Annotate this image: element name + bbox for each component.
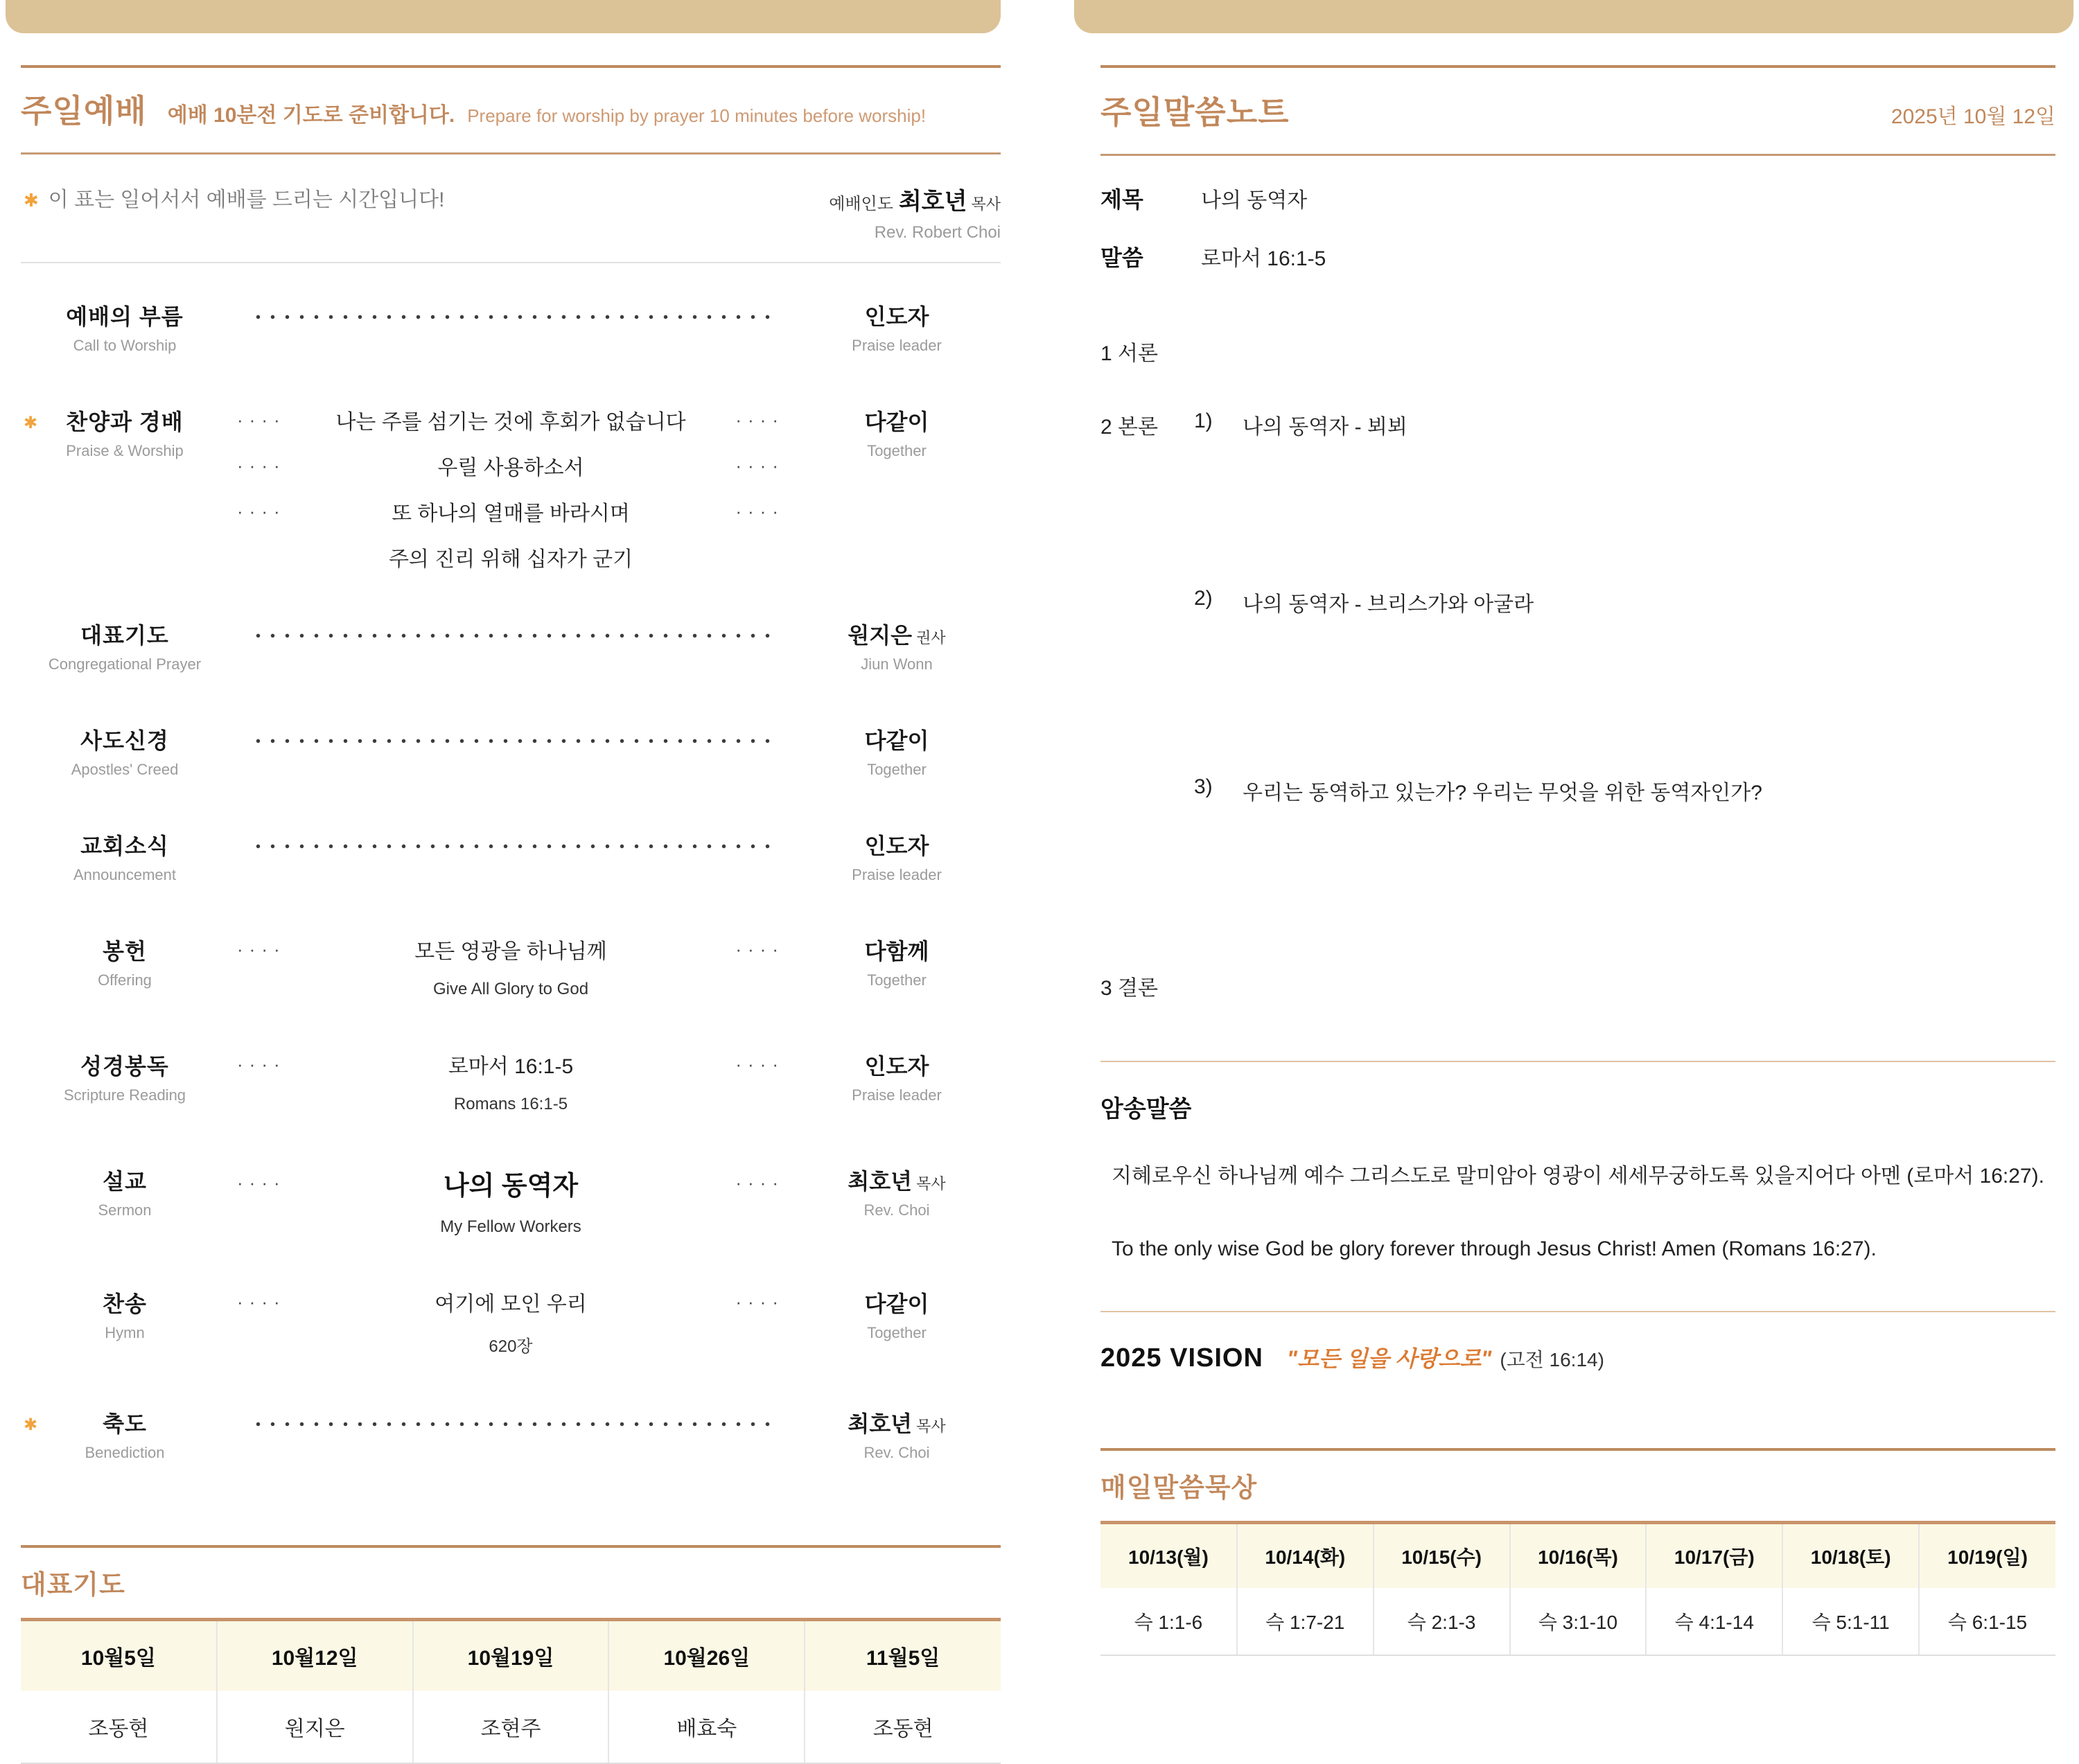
worship-row [21, 618, 1001, 673]
prayer-name-cell: 조현주 [413, 1691, 609, 1763]
worship-item-title: 성경봉독 [80, 1054, 169, 1079]
prayer-table-heading: 대표기도 [21, 1571, 125, 1600]
worship-item-content-sub: Romans 16:1-5 [453, 1095, 568, 1113]
worship-person-name: 다함께 [864, 939, 929, 964]
worship-person-line [793, 934, 1001, 966]
outline-body [1100, 409, 2055, 806]
prayer-date-header: 10월26일 [608, 1620, 805, 1691]
worship-item-content-sub: My Fellow Workers [440, 1217, 581, 1236]
center-line [237, 1049, 784, 1079]
worship-person-en: Rev. Choi [863, 1444, 930, 1461]
leader-dots [251, 633, 771, 638]
prayer-date-header: 11월5일 [805, 1620, 1001, 1691]
worship-person-suffix: 목사 [916, 1175, 946, 1192]
worship-row [21, 405, 1001, 588]
worship-person-name: 원지은 [848, 623, 913, 648]
worship-item-title-cell [21, 618, 229, 673]
leader-dots [251, 1422, 771, 1427]
worship-item-middle [237, 299, 784, 355]
worship-item-content-sub: 620장 [489, 1337, 533, 1356]
worship-person-name: 최호년 [848, 1169, 913, 1194]
outline-point-number: 3) [1194, 775, 1213, 798]
worship-item-middle [237, 1287, 784, 1357]
dot-group-decoration: ···· [237, 409, 286, 430]
worship-row [21, 299, 1001, 355]
worship-item-title-cell [21, 1287, 229, 1357]
devotion-day-header: 10/13(월) [1100, 1523, 1237, 1589]
worship-item-middle [237, 1164, 784, 1237]
dot-group-decoration: ···· [735, 500, 784, 522]
worship-item-subtitle: Apostles' Creed [71, 761, 179, 778]
prayer-table-data-row [21, 1691, 1001, 1763]
worship-person-en: Together [867, 761, 927, 778]
worship-item-middle [237, 405, 784, 588]
divider [21, 1545, 1001, 1548]
worship-item-content: 나의 동역자 [443, 1172, 579, 1201]
worship-person-cell [793, 723, 1001, 779]
worship-person-name: 최호년 [848, 1411, 913, 1436]
worship-item-subtitle: Call to Worship [73, 337, 177, 354]
song-line [237, 450, 784, 481]
devotion-reading-cell: 슥 3:1-10 [1510, 1588, 1647, 1655]
star-icon: ✱ [24, 414, 38, 432]
dot-group-decoration: ···· [237, 455, 286, 476]
dot-group-decoration: ···· [735, 1291, 784, 1312]
outline-points [1194, 409, 2055, 806]
devotion-table-data-row [1100, 1588, 2055, 1655]
worship-row [21, 934, 1001, 999]
divider [1100, 1061, 2055, 1062]
worship-item-subtitle: Congregational Prayer [48, 655, 202, 673]
center-line [237, 1164, 784, 1202]
sermon-scripture-row [1100, 240, 2055, 272]
worship-item-title-cell [21, 934, 229, 999]
worship-item-middle [237, 1406, 784, 1462]
devotion-day-header: 10/15(수) [1374, 1523, 1510, 1589]
worship-item-subtitle: Scripture Reading [63, 1086, 186, 1104]
devotion-table [1100, 1521, 2055, 1656]
worship-item-content-sub: Give All Glory to God [432, 980, 589, 998]
worship-person-en: Together [867, 442, 927, 459]
worship-person-line [793, 299, 1001, 331]
worship-item-middle [237, 934, 784, 999]
worship-person-line [793, 405, 1001, 436]
outline-point [1194, 587, 2055, 617]
outline-point-number: 2) [1194, 587, 1213, 610]
worship-person-cell [793, 1164, 1001, 1237]
worship-item-middle [237, 723, 784, 779]
worship-person-line [793, 1287, 1001, 1318]
worship-leader-block [829, 182, 1001, 242]
worship-person-cell [793, 299, 1001, 355]
worship-item-title-cell [21, 1049, 229, 1114]
worship-person-line [793, 829, 1001, 861]
worship-item-title: 교회소식 [80, 834, 169, 858]
outline-point [1194, 775, 2055, 806]
prayer-name-cell: 조동현 [805, 1691, 1001, 1763]
worship-person-suffix: 목사 [916, 1418, 946, 1435]
worship-leader-name: 최호년 [898, 188, 967, 215]
worship-person-en: Together [867, 1324, 927, 1341]
prayer-date-header: 10월12일 [217, 1620, 413, 1691]
outline-conclusion: 3 결론 [1100, 977, 1158, 1000]
song-line [237, 405, 784, 435]
standing-note-row [21, 182, 1001, 242]
worship-item-title-cell [21, 1164, 229, 1237]
star-icon: ✱ [24, 1415, 38, 1434]
divider [1100, 154, 2055, 156]
worship-item-subtitle: Offering [98, 971, 152, 989]
worship-person-cell [793, 405, 1001, 588]
dot-group-decoration: ···· [237, 938, 286, 960]
center-line [237, 934, 784, 964]
worship-item-title: 찬송 [103, 1291, 147, 1316]
worship-person-en: Jiun Wonn [861, 655, 933, 673]
worship-person-en: Praise leader [852, 1086, 942, 1104]
worship-person-suffix: 권사 [916, 629, 946, 646]
devotion-day-header: 10/14(화) [1237, 1523, 1374, 1589]
devotion-reading-cell: 슥 2:1-3 [1374, 1588, 1510, 1655]
song-title: 나는 주를 섬기는 것에 후회가 없습니다 [335, 411, 686, 434]
song-title: 우릴 사용하소서 [437, 457, 584, 479]
dot-group-decoration: ···· [237, 1053, 286, 1075]
worship-person-cell [793, 1049, 1001, 1114]
dot-group-decoration: ···· [735, 1172, 784, 1193]
memory-verse-ko: 지혜로우신 하나님께 예수 그리스도로 말미암아 영광이 세세무궁하도록 있을지어다 아멘 (로마서 16:27). [1112, 1165, 2044, 1188]
devotion-reading-cell: 슥 4:1-14 [1646, 1588, 1782, 1655]
center-line [237, 1287, 784, 1317]
worship-leader-line [829, 182, 1001, 216]
devotion-reading-cell: 슥 1:1-6 [1100, 1588, 1237, 1655]
devotion-day-header: 10/17(금) [1646, 1523, 1782, 1589]
worship-section-title: 주일예배 [21, 93, 147, 129]
outline-body-label: 2 본론 [1100, 416, 1158, 439]
outline-intro: 1 서론 [1100, 342, 1158, 365]
worship-row [21, 1287, 1001, 1357]
worship-item-title: 예배의 부름 [66, 304, 184, 329]
outline-point [1194, 409, 2055, 440]
sermon-title-row [1100, 182, 2055, 214]
prayer-table [21, 1618, 1001, 1764]
worship-item-title: 사도신경 [80, 728, 169, 753]
notes-section-title: 주일말씀노트 [1100, 94, 1290, 130]
song-title: 주의 진리 위해 십자가 군기 [388, 548, 633, 571]
devotion-day-header: 10/16(목) [1510, 1523, 1647, 1589]
devotion-table-heading: 매일말씀묵상 [1100, 1474, 1258, 1503]
worship-person-line [793, 1406, 1001, 1438]
prayer-date-header: 10월5일 [21, 1620, 217, 1691]
dot-group-decoration: ···· [237, 1172, 286, 1193]
worship-item-content: 여기에 모인 우리 [435, 1293, 587, 1316]
worship-item-subtitle: Benediction [85, 1444, 165, 1461]
worship-item-subtitle: Praise & Worship [66, 442, 184, 459]
worship-person-en: Rev. Choi [863, 1201, 930, 1219]
standing-note [21, 182, 444, 242]
outline-point-number: 1) [1194, 409, 1213, 432]
devotion-reading-cell: 슥 6:1-15 [1919, 1588, 2055, 1655]
divider [21, 152, 1001, 155]
worship-item-title-cell [21, 405, 229, 588]
standing-note-text: 이 표는 일어서서 예배를 드리는 시간입니다! [48, 188, 445, 211]
sermon-scripture-label: 말씀 [1100, 245, 1143, 270]
worship-row [21, 723, 1001, 779]
devotion-table-header-row [1100, 1523, 2055, 1589]
dot-group-decoration: ···· [237, 1291, 286, 1312]
worship-subtitle-en: Prepare for worship by prayer 10 minutes before worship! [467, 105, 927, 126]
worship-person-line [793, 1164, 1001, 1196]
worship-item-middle [237, 618, 784, 673]
notes-date: 2025년 10월 12일 [1891, 105, 2055, 128]
leader-dots [251, 315, 771, 319]
worship-leader-en: Rev. Robert Choi [874, 223, 1001, 242]
vision-row [1100, 1341, 2055, 1373]
worship-leader-label: 예배인도 [829, 195, 893, 213]
worship-item-subtitle: Sermon [98, 1201, 152, 1219]
worship-person-en: Praise leader [852, 337, 942, 354]
worship-item-title: 찬양과 경배 [66, 409, 184, 434]
worship-item-title-cell [21, 829, 229, 884]
prayer-table-header-row [21, 1620, 1001, 1691]
worship-person-name: 다같이 [864, 728, 929, 753]
worship-item-title: 대표기도 [80, 623, 169, 648]
vision-label: 2025 VISION [1100, 1343, 1263, 1373]
dot-group-decoration: ···· [237, 500, 286, 522]
prayer-name-cell: 원지은 [217, 1691, 413, 1763]
worship-person-name: 인도자 [864, 834, 929, 858]
leader-dots [251, 739, 771, 743]
worship-item-content: 모든 영광을 하나님께 [414, 940, 607, 963]
sermon-scripture-value: 로마서 16:1-5 [1201, 247, 1326, 270]
star-icon: ✱ [24, 190, 39, 211]
prayer-date-header: 10월19일 [413, 1620, 609, 1691]
worship-item-title: 봉헌 [103, 939, 147, 964]
worship-row [21, 829, 1001, 884]
worship-row [21, 1164, 1001, 1237]
worship-section [6, 0, 1001, 1764]
sermon-notes-section [1074, 0, 2073, 1656]
worship-person-cell [793, 1406, 1001, 1462]
prayer-name-cell: 조동현 [21, 1691, 217, 1763]
devotion-reading-cell: 슥 5:1-11 [1782, 1588, 1919, 1655]
worship-item-title-cell [21, 299, 229, 355]
outline-point-text: 우리는 동역하고 있는가? 우리는 무엇을 위한 동역자인가? [1243, 782, 1762, 804]
worship-title-row [21, 68, 1001, 152]
worship-person-line [793, 618, 1001, 650]
sermon-title-value: 나의 동역자 [1201, 189, 1308, 212]
worship-item-subtitle: Hymn [105, 1324, 145, 1341]
worship-person-en: Praise leader [852, 866, 942, 883]
worship-person-cell [793, 934, 1001, 999]
worship-item-content: 로마서 16:1-5 [448, 1055, 574, 1078]
worship-list [21, 299, 1001, 1462]
worship-row [21, 1049, 1001, 1114]
dot-group-decoration: ···· [735, 938, 784, 960]
worship-subtitle-ko: 예배 10분전 기도로 준비합니다. [167, 104, 455, 127]
sermon-title-label: 제목 [1100, 187, 1143, 212]
song-line [237, 542, 784, 572]
divider [1100, 1448, 2055, 1451]
worship-person-line [793, 1049, 1001, 1081]
vision-quote: "모든 일을 사랑으로" [1286, 1346, 1492, 1371]
worship-person-cell [793, 829, 1001, 884]
leader-dots [251, 844, 771, 849]
worship-item-middle [237, 829, 784, 884]
notes-title-row [1100, 68, 2055, 154]
worship-person-en: Together [867, 971, 927, 989]
dot-group-decoration: ···· [735, 455, 784, 476]
worship-person-line [793, 723, 1001, 755]
worship-item-title: 축도 [103, 1411, 147, 1436]
worship-item-title: 설교 [103, 1169, 147, 1194]
devotion-reading-cell: 슥 1:7-21 [1237, 1588, 1374, 1655]
worship-person-name: 인도자 [864, 304, 929, 329]
song-title: 또 하나의 열매를 바라시며 [392, 502, 630, 525]
divider [1100, 1311, 2055, 1312]
right-header-bar [1074, 0, 2073, 33]
dot-group-decoration: ···· [735, 409, 784, 430]
worship-person-name: 다같이 [864, 1291, 929, 1316]
prayer-name-cell: 배효숙 [608, 1691, 805, 1763]
vision-ref: (고전 16:14) [1500, 1349, 1604, 1370]
worship-item-subtitle: Announcement [73, 866, 176, 883]
worship-person-cell [793, 618, 1001, 673]
memory-verse-en: To the only wise God be glory forever through Jesus Christ! Amen (Romans 16:27). [1112, 1237, 1877, 1260]
dot-group-decoration: ···· [735, 1053, 784, 1075]
worship-item-title-cell [21, 723, 229, 779]
devotion-day-header: 10/19(일) [1919, 1523, 2055, 1589]
worship-person-name: 다같이 [864, 409, 929, 434]
outline-point-text: 나의 동역자 - 브리스가와 아굴라 [1243, 593, 1534, 616]
worship-person-cell [793, 1287, 1001, 1357]
memory-verse-heading: 암송말씀 [1100, 1096, 1192, 1122]
worship-row [21, 1406, 1001, 1462]
divider [21, 262, 1001, 263]
left-header-bar [6, 0, 1001, 33]
outline-point-text: 나의 동역자 - 뵈뵈 [1243, 416, 1407, 439]
worship-item-title-cell [21, 1406, 229, 1462]
devotion-day-header: 10/18(토) [1782, 1523, 1919, 1589]
song-line [237, 496, 784, 527]
worship-person-name: 인도자 [864, 1054, 929, 1079]
worship-leader-suffix: 목사 [971, 195, 1001, 213]
worship-item-middle [237, 1049, 784, 1114]
